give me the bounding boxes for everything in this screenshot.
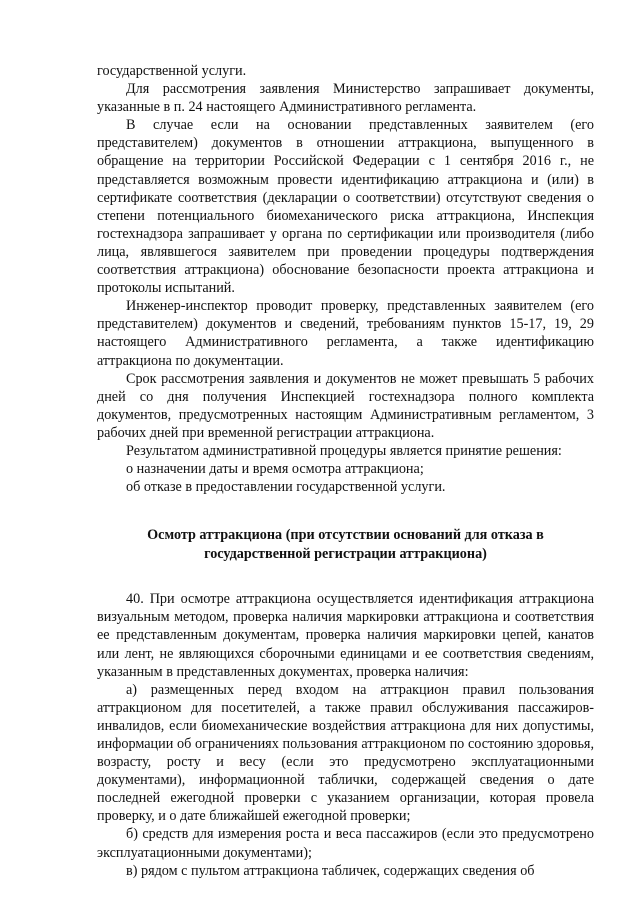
paragraph: в) рядом с пультом аттракциона табличек, содержащих сведения об [126, 862, 535, 879]
paragraph: Результатом административной процедуры является принятие решения: [126, 442, 562, 459]
section-heading: Осмотр аттракциона (при отсутствии оснований для отказа в государственной регистрации аттракциона) [147, 527, 544, 562]
paragraph: 40. При осмотре аттракциона осуществляется идентификация аттракциона визуальным методом, проверка наличия маркировки аттракциона и соответствия ее представленным документам, проверка наличия маркировки цепей, канатов или лент, не являющихся сборочными единицами и ее соответствия сведениям, указанным в представленных документах, проверка наличия: [97, 591, 594, 680]
paragraph: В случае если на основании представленных заявителем (его представителем) документов в отношении аттракциона, выпущенного в обращение на территории Российской Федерации с 1 сентября 2016 г., не представляется возможным провести идентификацию аттракциона и (или) в сертификате соответствия (декларации о соответствии) отсутствуют сведения о степени потенциального биомеханического риска аттракциона, Инспекция гостехнадзора запрашивает у органа по сертификации или производителя (либо лица, являвшегося заявителем при проведении процедуры подтверждения соответствия аттракциона) обоснование безопасности проекта аттракциона и протоколы испытаний. [97, 117, 594, 297]
top-section [97, 62, 594, 496]
paragraph: об отказе в предоставлении государственной услуги. [126, 479, 446, 496]
paragraph: б) средств для измерения роста и веса пассажиров (если это предусмотрено эксплуатационными документами); [97, 826, 594, 861]
paragraph: Инженер-инспектор проводит проверку, представленных заявителем (его представителем) документов и сведений, требованиям пунктов 15-17, 19, 29 настоящего Административного регламента, а также идентификацию аттракциона по документации. [97, 298, 594, 369]
paragraph: а) размещенных перед входом на аттракцион правил пользования аттракционом для посетителей, а также правил обслуживания пассажиров-инвалидов, если биомеханические воздействия аттракциона для них допустимы, информации об ограничениях пользования аттракционом по состоянию здоровья, возрасту, росту и весу (если это предусмотрено эксплуатационными документами), информационной таблички, содержащей сведения о дате последней ежегодной проверки с указанием организации, которая провела проверку, и о дате ближайшей ежегодной проверки; [97, 681, 594, 825]
bottom-section [97, 590, 594, 880]
paragraph: Срок рассмотрения заявления и документов не может превышать 5 рабочих дней со дня получения Инспекцией гостехнадзора полного комплекта документов, предусмотренных настоящим Административным регламентом, 3 рабочих дней при временной регистрации аттракциона. [97, 370, 594, 441]
paragraph: о назначении даты и время осмотра аттракциона; [126, 461, 424, 478]
paragraph: государственной услуги. [97, 63, 247, 79]
paragraph: Для рассмотрения заявления Министерство запрашивает документы, указанные в п. 24 настоящего Административного регламента. [97, 81, 594, 116]
